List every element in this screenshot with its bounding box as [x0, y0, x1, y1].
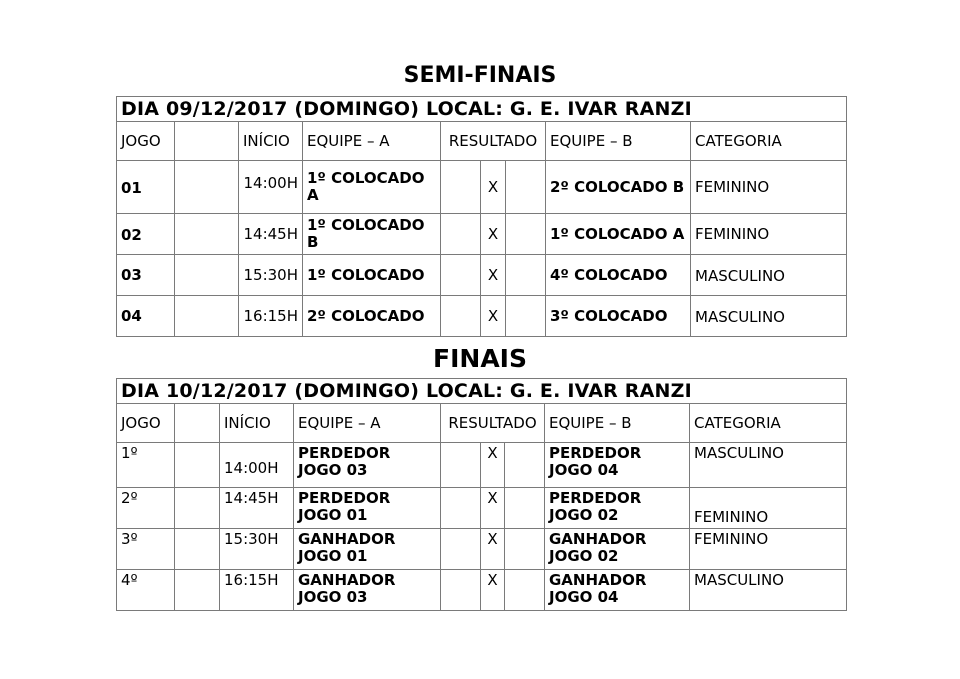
header-equipe-a: EQUIPE – A	[294, 404, 441, 443]
score-b-cell	[505, 570, 545, 611]
versus-cell: X	[481, 488, 505, 529]
score-b-cell	[505, 443, 545, 488]
equipe-a-cell: PERDEDOR JOGO 03	[294, 443, 441, 488]
score-b-cell	[506, 214, 546, 255]
score-b-cell	[505, 488, 545, 529]
score-a-cell	[441, 443, 481, 488]
header-blank	[175, 404, 220, 443]
equipe-a-cell: 1º COLOCADO	[303, 255, 441, 296]
semi-day-line: DIA 09/12/2017 (DOMINGO) LOCAL: G. E. IVAR RANZI	[117, 97, 847, 122]
categoria-cell: FEMININO	[691, 161, 847, 214]
jogo-cell: 02	[117, 214, 175, 255]
equipe-a-cell: GANHADOR JOGO 01	[294, 529, 441, 570]
equipe-b-cell: 2º COLOCADO B	[546, 161, 691, 214]
versus-cell: X	[481, 570, 505, 611]
score-a-cell	[441, 529, 481, 570]
inicio-cell: 16:15H	[239, 296, 303, 337]
blank-cell	[175, 570, 220, 611]
score-a-cell	[441, 161, 481, 214]
inicio-cell: 15:30H	[239, 255, 303, 296]
categoria-cell: FEMININO	[690, 529, 847, 570]
score-a-cell	[441, 214, 481, 255]
finals-header-row	[117, 404, 847, 443]
jogo-cell: 2º	[117, 488, 175, 529]
blank-cell	[175, 214, 239, 255]
versus-cell: X	[481, 214, 506, 255]
table-row	[117, 570, 847, 611]
table-row	[117, 255, 847, 296]
equipe-b-cell: GANHADOR JOGO 02	[545, 529, 690, 570]
equipe-b-cell: PERDEDOR JOGO 04	[545, 443, 690, 488]
equipe-b-cell: GANHADOR JOGO 04	[545, 570, 690, 611]
header-equipe-b: EQUIPE – B	[546, 122, 691, 161]
equipe-b-cell: PERDEDOR JOGO 02	[545, 488, 690, 529]
header-categoria: CATEGORIA	[690, 404, 847, 443]
jogo-cell: 01	[117, 161, 175, 214]
table-row	[117, 214, 847, 255]
jogo-cell: 04	[117, 296, 175, 337]
blank-cell	[175, 296, 239, 337]
table-row	[117, 161, 847, 214]
finals-day-line: DIA 10/12/2017 (DOMINGO) LOCAL: G. E. IVAR RANZI	[117, 379, 847, 404]
score-a-cell	[441, 570, 481, 611]
finals-title: FINAIS	[433, 344, 527, 373]
categoria-cell: MASCULINO	[690, 443, 847, 488]
equipe-b-cell: 3º COLOCADO	[546, 296, 691, 337]
table-row	[117, 443, 847, 488]
blank-cell	[175, 443, 220, 488]
inicio-cell: 14:00H	[239, 161, 303, 214]
versus-cell: X	[481, 255, 506, 296]
equipe-b-cell: 1º COLOCADO A	[546, 214, 691, 255]
jogo-cell: 03	[117, 255, 175, 296]
equipe-a-cell: GANHADOR JOGO 03	[294, 570, 441, 611]
header-jogo: JOGO	[117, 122, 175, 161]
inicio-cell: 14:00H	[220, 443, 294, 488]
header-resultado: RESULTADO	[441, 122, 546, 161]
semi-header-row	[117, 122, 847, 161]
equipe-a-cell: PERDEDOR JOGO 01	[294, 488, 441, 529]
table-row	[117, 296, 847, 337]
jogo-cell: 4º	[117, 570, 175, 611]
categoria-cell: FEMININO	[690, 488, 847, 529]
semi-finals-title: SEMI-FINAIS	[403, 63, 557, 88]
table-row	[117, 529, 847, 570]
header-equipe-a: EQUIPE – A	[303, 122, 441, 161]
versus-cell: X	[481, 443, 505, 488]
score-b-cell	[506, 161, 546, 214]
jogo-cell: 3º	[117, 529, 175, 570]
blank-cell	[175, 529, 220, 570]
header-inicio: INÍCIO	[220, 404, 294, 443]
header-blank	[175, 122, 239, 161]
categoria-cell: MASCULINO	[691, 296, 847, 337]
categoria-cell: MASCULINO	[691, 255, 847, 296]
semi-finals-table	[116, 96, 847, 337]
header-equipe-b: EQUIPE – B	[545, 404, 690, 443]
blank-cell	[175, 255, 239, 296]
equipe-b-cell: 4º COLOCADO	[546, 255, 691, 296]
score-a-cell	[441, 488, 481, 529]
categoria-cell: MASCULINO	[690, 570, 847, 611]
inicio-cell: 14:45H	[220, 488, 294, 529]
inicio-cell: 16:15H	[220, 570, 294, 611]
score-b-cell	[505, 529, 545, 570]
score-b-cell	[506, 296, 546, 337]
score-a-cell	[441, 255, 481, 296]
inicio-cell: 15:30H	[220, 529, 294, 570]
inicio-cell: 14:45H	[239, 214, 303, 255]
equipe-a-cell: 1º COLOCADO A	[303, 161, 441, 214]
score-a-cell	[441, 296, 481, 337]
blank-cell	[175, 488, 220, 529]
equipe-a-cell: 1º COLOCADO B	[303, 214, 441, 255]
versus-cell: X	[481, 161, 506, 214]
categoria-cell: FEMININO	[691, 214, 847, 255]
table-row	[117, 488, 847, 529]
header-resultado: RESULTADO	[441, 404, 545, 443]
header-inicio: INÍCIO	[239, 122, 303, 161]
header-jogo: JOGO	[117, 404, 175, 443]
header-categoria: CATEGORIA	[691, 122, 847, 161]
finals-table	[116, 378, 847, 611]
blank-cell	[175, 161, 239, 214]
versus-cell: X	[481, 296, 506, 337]
versus-cell: X	[481, 529, 505, 570]
equipe-a-cell: 2º COLOCADO	[303, 296, 441, 337]
jogo-cell: 1º	[117, 443, 175, 488]
score-b-cell	[506, 255, 546, 296]
